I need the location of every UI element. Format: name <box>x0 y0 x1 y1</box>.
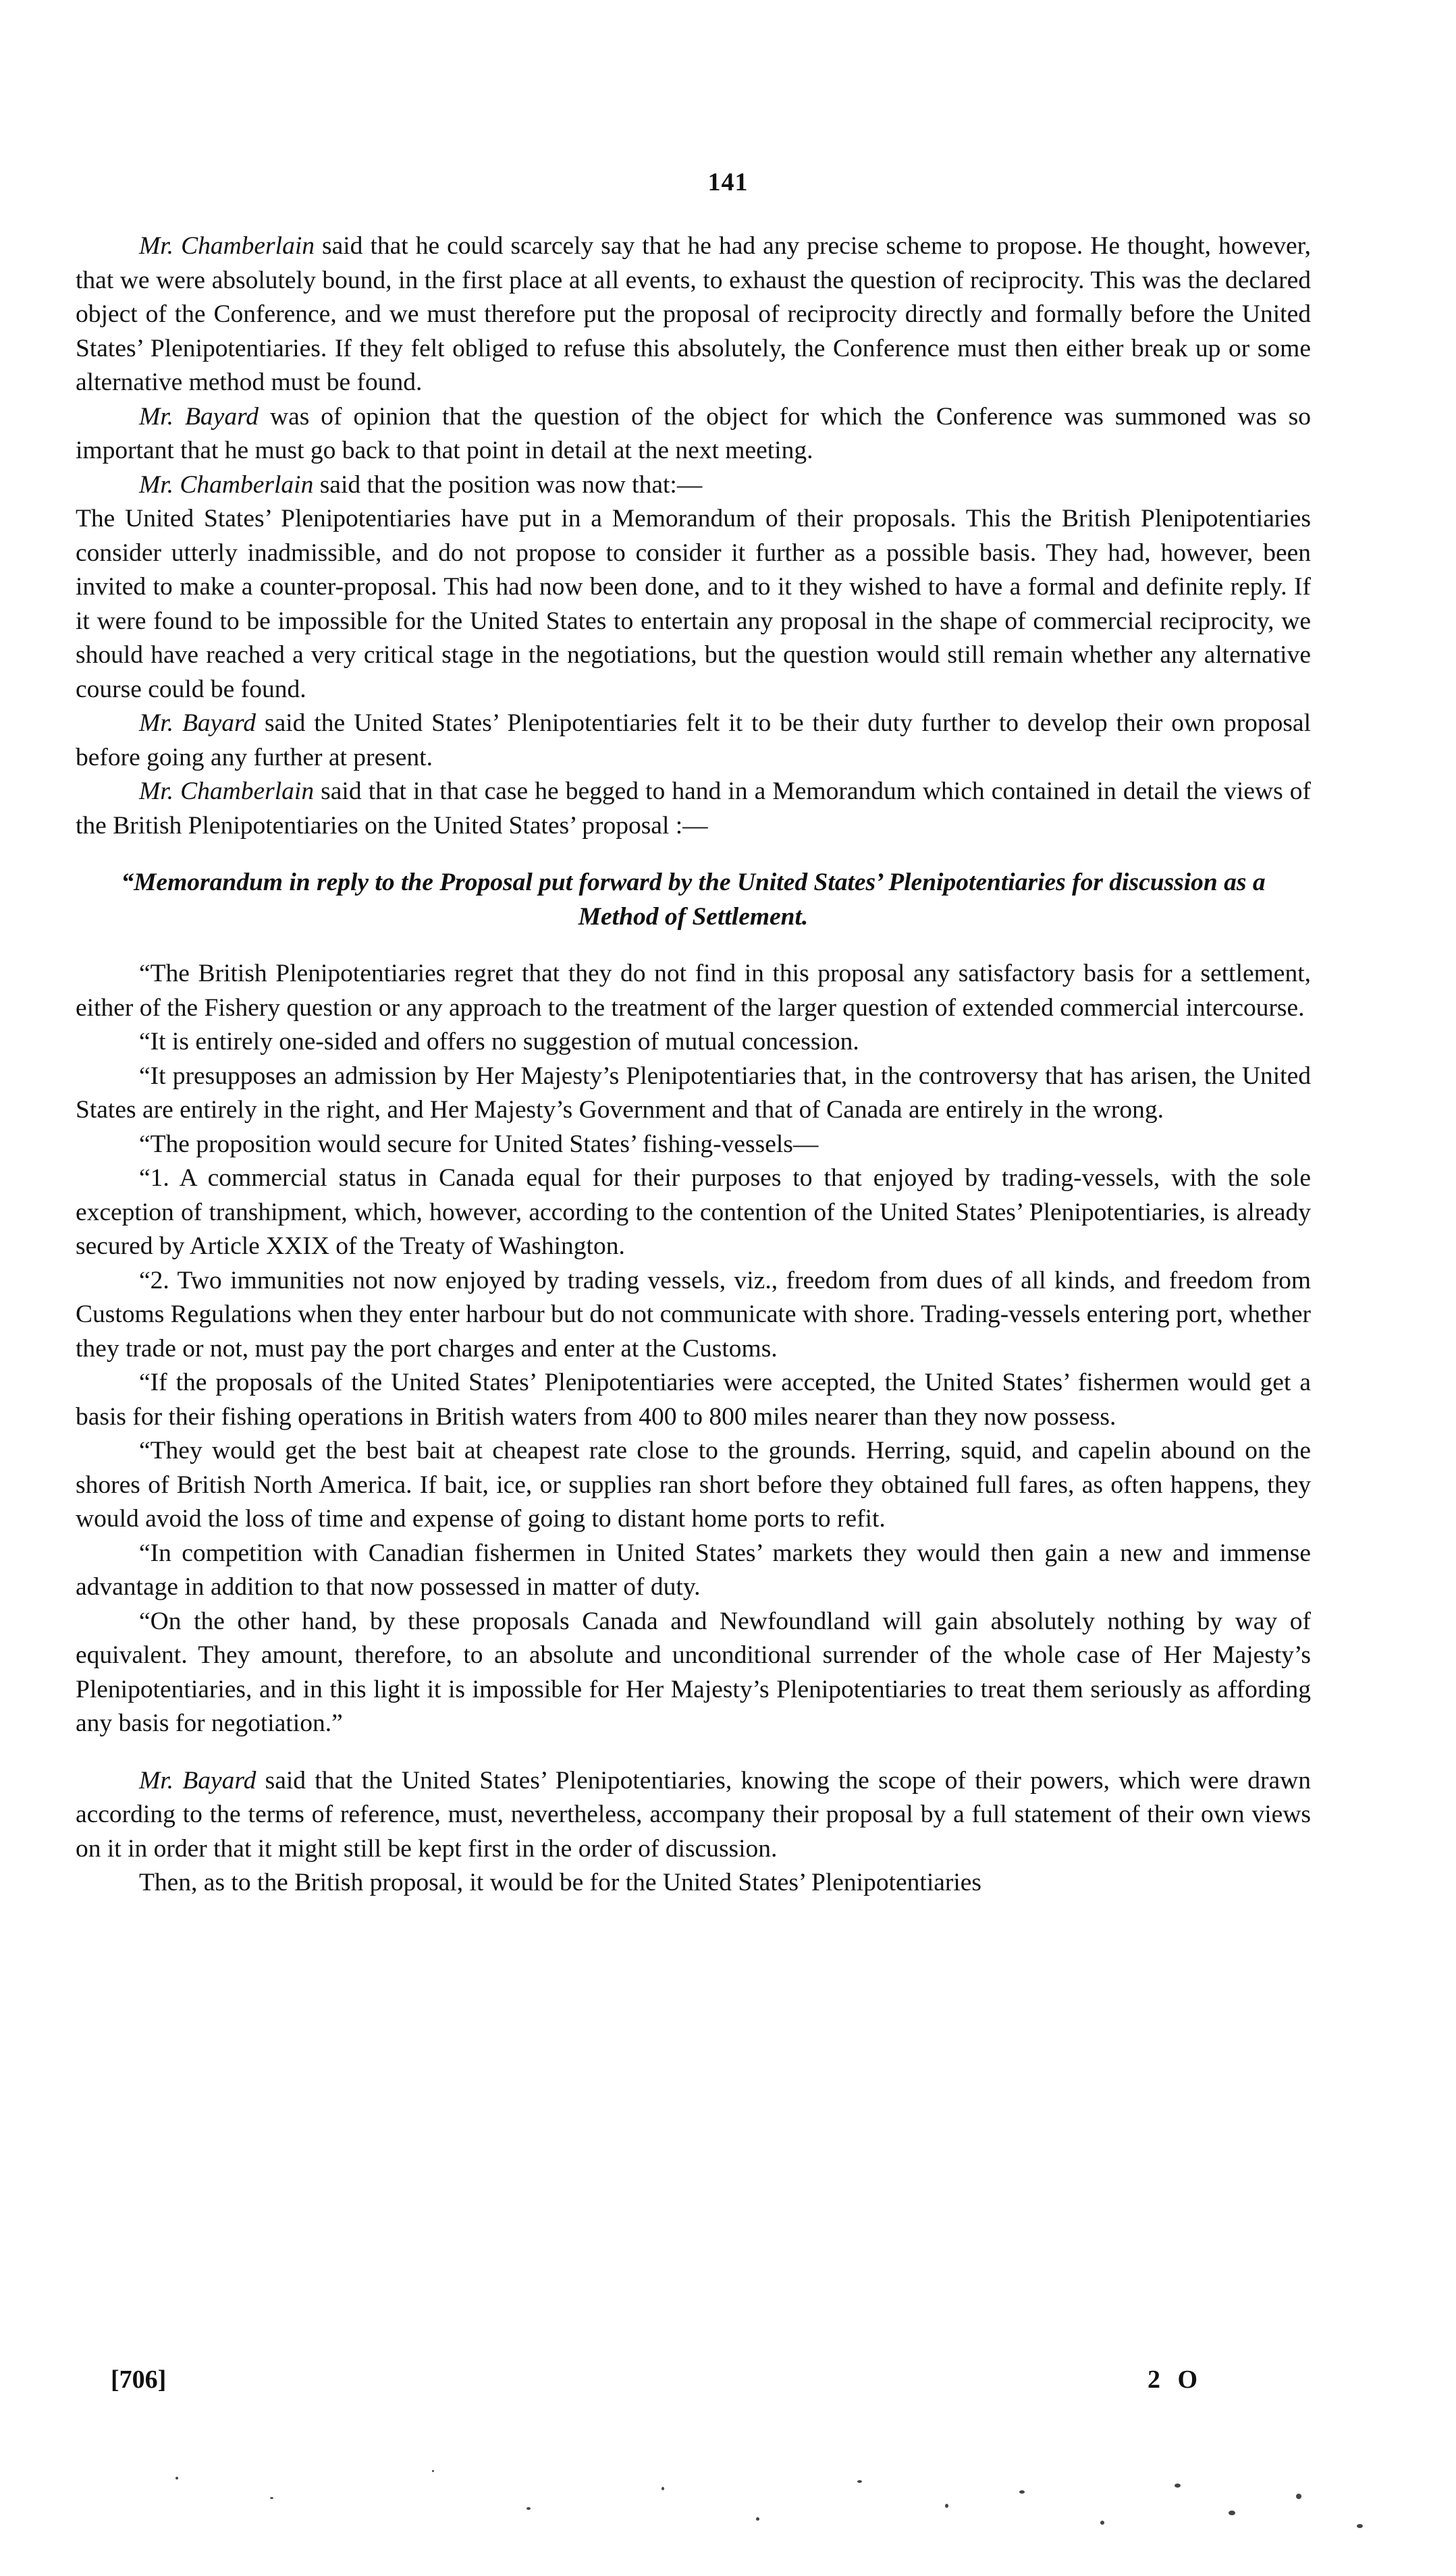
signature-mark: 2 O <box>1147 2365 1203 2394</box>
paragraph-text: said that he could scarcely say that he had any precise scheme to propose. He thought, however, that we were absolutely bound, in the first place at all events, to exhaust the question of reciprocity. This was the declared object of the Conference, and we must therefore put the proposal of reciprocity directly and formally before the United States’ Plenipotentiaries. If they felt obliged to refuse this absolutely, the Conference must then either break up or some alternative method must be found. <box>76 232 1311 396</box>
speaker-name: Mr. Chamberlain <box>139 232 315 260</box>
memo-paragraph-4: “The proposition would secure for United States’ fishing-vessels— <box>139 1130 819 1158</box>
speaker-name: Mr. Chamberlain <box>139 470 314 499</box>
paragraph-text: said that the United States’ Plenipotentiaries, knowing the scope of their powers, which were drawn according to the terms of reference, must, nevertheless, accompany their proposal by a full statement of their own views on it in order that it might still be kept first in the order of discussion. <box>76 1766 1311 1863</box>
scan-speck <box>857 2480 862 2483</box>
closing-paragraph-2 <box>76 1866 1311 1900</box>
closing-paragraph-1 <box>76 1764 1311 1867</box>
memo-paragraph-3: “It presupposes an admission by Her Majesty’s Plenipotentiaries that, in the controversy that has arisen, the United States are entirely in the right, and Her Majesty’s Government and that of Canada are entirely in the wrong. <box>76 1062 1311 1124</box>
memo-paragraph-1: “The British Plenipotentiaries regret that they do not find in this proposal any satisfactory basis for a settlement, either of the Fishery question or any approach to the treatment of the larger question of extended commercial intercourse. <box>76 960 1311 1022</box>
scan-speck <box>1019 2490 1025 2494</box>
memo-paragraph-8: “They would get the best bait at cheapest rate close to the grounds. Herring, squid, and capelin abound on the shores of British North America. If bait, ice, or supplies ran short before they obtained full fares, as often happens, they would avoid the loss of time and expense of going to distant home ports to refit. <box>76 1437 1311 1533</box>
speaker-name: Mr. Bayard <box>139 402 259 431</box>
memo-paragraph-5: “1. A commercial status in Canada equal for their purposes to that enjoyed by trading-vessels, with the sole exception of transhipment, which, however, according to the contention of the United States’ Plenipotentiaries, is already secured by Article XXIX of the Treaty of Washington. <box>76 1164 1311 1260</box>
scan-speck <box>432 2470 434 2472</box>
scan-speck <box>527 2507 531 2510</box>
scan-speck <box>270 2497 273 2499</box>
paragraph-text: said the United States’ Plenipotentiaries felt it to be their duty further to develop their own proposal before going any further at present. <box>76 709 1311 771</box>
memo-paragraph-9: “In competition with Canadian fishermen in United States’ markets they would then gain a new and immense advantage in addition to that now possessed in matter of duty. <box>76 1539 1311 1601</box>
scan-speck <box>662 2487 664 2490</box>
scan-speck <box>1229 2511 1235 2515</box>
memorandum-title: “Memorandum in reply to the Proposal put forward by the United States’ Plenipotentiaries for discussion as a Method of Settlement. <box>121 869 1266 931</box>
scan-speck <box>1296 2494 1301 2499</box>
memo-paragraph-2: “It is entirely one-sided and offers no suggestion of mutual concession. <box>139 1028 859 1056</box>
scan-speck <box>1175 2484 1181 2488</box>
print-reference: [706] <box>111 2365 167 2394</box>
memo-paragraph-10: “On the other hand, by these proposals Canada and Newfoundland will gain absolutely nothing by way of equivalent. They amount, therefore, to an absolute and unconditional surrender of the whole case of Her Majesty’s Plenipotentiaries, and in this light it is impossible for Her Majesty’s Plenipotentiaries to treat them seriously as affording any basis for negotiation.” <box>76 1607 1311 1737</box>
scan-speck <box>945 2504 948 2508</box>
paragraph-5 <box>76 707 1311 775</box>
paragraph-3 <box>76 468 1311 503</box>
page-number: 141 <box>707 168 749 196</box>
scan-speck <box>1357 2524 1363 2528</box>
body-text <box>76 229 1311 1900</box>
scan-speck <box>756 2517 759 2521</box>
paragraph-text: Then, as to the British proposal, it would be for the United States’ Plenipotentiaries <box>139 1869 982 1896</box>
paragraph-text: The United States’ Plenipotentiaries have put in a Memorandum of their proposals. This the British Plenipotentiaries consider utterly inadmissible, and do not propose to consider it further as a possible basis. They had, however, been invited to make a counter-proposal. This had now been done, and to it they wished to have a formal and definite reply. If it were found to be impossible for the United States to entertain any proposal in the shape of commercial reciprocity, we should have reached a very critical stage in the negotiations, but the question would still remain whether any alternative course could be found. <box>76 505 1311 703</box>
speaker-name: Mr. Chamberlain <box>139 777 315 805</box>
memo-paragraph-7: “If the proposals of the United States’ Plenipotentiaries were accepted, the United States’ fishermen would get a basis for their fishing operations in British waters from 400 to 800 miles nearer than they now possess. <box>76 1369 1311 1431</box>
paragraph-6 <box>76 775 1311 843</box>
scan-speck <box>1100 2521 1104 2525</box>
paragraph-text: said that in that case he begged to hand in a Memorandum which contained in detail the views of the British Plenipotentiaries on the United States’ proposal :— <box>76 777 1312 840</box>
memo-paragraph-6: “2. Two immunities not now enjoyed by trading vessels, viz., freedom from dues of all kinds, and freedom from Customs Regulations when they enter harbour but do not communicate with shore. Trading-vessels entering port, whether they trade or not, must pay the port charges and enter at the Customs. <box>76 1266 1311 1363</box>
paragraph-1 <box>76 229 1311 400</box>
paragraph-4 <box>76 502 1311 707</box>
paragraph-text: was of opinion that the question of the object for which the Conference was summoned was so important that he must go back to that point in detail at the next meeting. <box>76 402 1311 464</box>
speaker-name: Mr. Bayard <box>139 1766 257 1794</box>
paragraph-text: said that the position was now that:— <box>313 470 703 499</box>
scan-noise <box>149 2457 1418 2558</box>
scan-speck <box>176 2477 178 2479</box>
speaker-name: Mr. Bayard <box>139 709 257 737</box>
paragraph-2 <box>76 400 1311 468</box>
